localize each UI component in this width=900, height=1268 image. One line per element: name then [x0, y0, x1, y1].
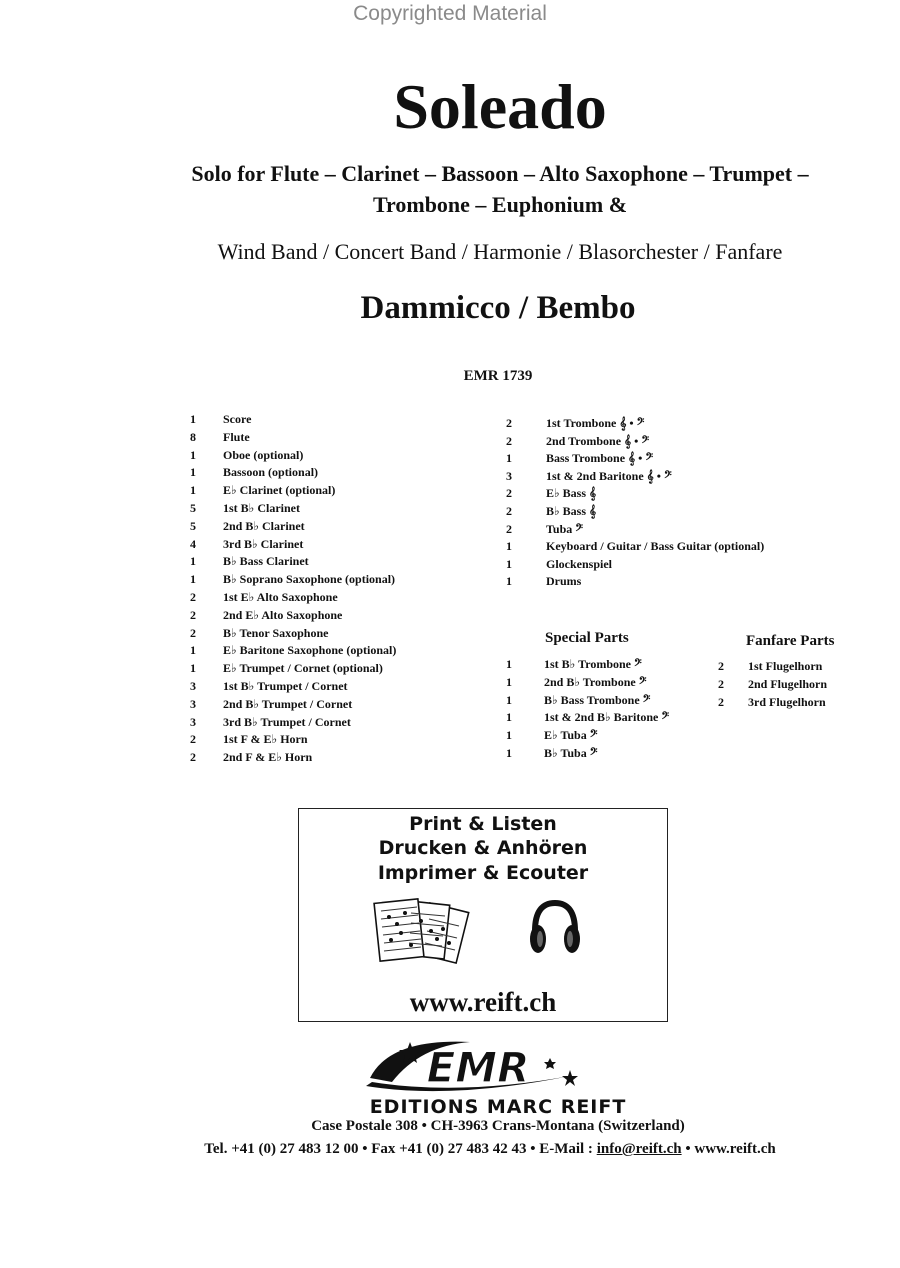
part-name: Drums — [546, 574, 582, 589]
part-name: 1st & 2nd B♭ Baritone 𝄢 — [544, 710, 670, 725]
part-quantity: 5 — [190, 501, 196, 515]
part-quantity: 2 — [190, 750, 196, 765]
part-quantity: 1 — [506, 728, 512, 743]
part-name: 2nd B♭ Trumpet / Cornet — [223, 696, 353, 711]
part-name: 1st B♭ Trumpet / Cornet — [223, 679, 348, 693]
part-quantity: 3 — [190, 696, 196, 711]
part-name: B♭ Tenor Saxophone — [223, 625, 329, 640]
part-quantity: 1 — [190, 554, 196, 569]
contact-phone-fax: Tel. +41 (0) 27 483 12 00 • Fax +41 (0) 27 483 42 43 • E-Mail : — [204, 1141, 597, 1157]
part-quantity: 3 — [506, 468, 512, 483]
part-quantity: 8 — [190, 429, 196, 444]
part-name: E♭ Baritone Saxophone (optional) — [223, 643, 397, 658]
part-quantity: 1 — [190, 643, 196, 658]
composer: Dammicco / Bembo — [360, 290, 636, 326]
part-quantity: 2 — [506, 486, 512, 501]
part-quantity: 2 — [506, 521, 512, 536]
part-quantity: 2 — [190, 625, 196, 640]
part-quantity: 2 — [506, 504, 512, 518]
part-quantity: 3 — [190, 679, 196, 693]
contact-website: • www.reift.ch — [681, 1141, 776, 1157]
part-quantity: 1 — [506, 710, 512, 725]
part-quantity: 5 — [190, 518, 196, 533]
part-name: 1st E♭ Alto Saxophone — [223, 590, 338, 604]
fanfare-parts-heading: Fanfare Parts — [746, 633, 835, 649]
part-name: 2nd F & E♭ Horn — [223, 750, 313, 765]
band-types: Wind Band / Concert Band / Harmonie / Blasorchester / Fanfare — [217, 239, 783, 264]
part-name: Keyboard / Guitar / Bass Guitar (optional) — [546, 539, 765, 554]
part-quantity: 1 — [506, 746, 512, 760]
catalog-code: EMR 1739 — [463, 368, 533, 384]
emr-logo — [300, 1038, 660, 1098]
part-quantity: 2 — [506, 433, 512, 448]
part-quantity: 2 — [718, 694, 724, 709]
part-name: 3rd B♭ Trumpet / Cornet — [223, 714, 351, 729]
part-name: B♭ Bass 𝄞 — [546, 504, 597, 518]
parts-list-left — [190, 412, 480, 772]
subtitle — [150, 158, 850, 220]
part-name: Score — [223, 412, 252, 426]
part-name: Bass Trombone 𝄞 • 𝄢 — [546, 451, 654, 466]
headphones-icon — [527, 897, 583, 959]
part-name: Tuba 𝄢 — [546, 521, 583, 536]
subtitle-line-2: Trombone – Euphonium & — [372, 192, 628, 217]
part-quantity: 1 — [506, 556, 512, 571]
part-name: 3rd Flugelhorn — [748, 694, 826, 709]
part-quantity: 2 — [190, 607, 196, 622]
emr-logo-text: EMR — [426, 1043, 530, 1092]
part-quantity: 1 — [190, 412, 196, 426]
part-quantity: 4 — [190, 536, 196, 551]
copyright-watermark: Copyrighted Material — [353, 2, 547, 25]
part-quantity: 2 — [190, 732, 196, 747]
part-name: 1st B♭ Trombone 𝄢 — [544, 657, 642, 671]
part-name: Flute — [223, 429, 250, 444]
page-title: Soleado — [393, 71, 607, 142]
part-name: E♭ Trumpet / Cornet (optional) — [223, 661, 383, 676]
subtitle-line-1: Solo for Flute – Clarinet – Bassoon – Alto Saxophone – Trumpet – — [191, 161, 809, 186]
part-name: 2nd B♭ Clarinet — [223, 518, 305, 533]
part-quantity: 1 — [190, 483, 196, 498]
special-parts-heading: Special Parts — [545, 630, 629, 646]
part-name: 1st Trombone 𝄞 • 𝄢 — [546, 416, 645, 430]
part-quantity: 1 — [506, 451, 512, 466]
part-name: E♭ Tuba 𝄢 — [544, 728, 598, 743]
fanfare-parts-list — [718, 659, 848, 719]
sheet-music-icon — [371, 893, 475, 973]
part-name: 1st & 2nd Baritone 𝄞 • 𝄢 — [546, 468, 672, 483]
part-quantity: 1 — [506, 657, 512, 671]
part-name: Glockenspiel — [546, 556, 613, 571]
special-parts-list — [506, 657, 706, 767]
part-quantity: 1 — [506, 574, 512, 589]
part-quantity: 1 — [190, 661, 196, 676]
parts-list-middle — [506, 416, 826, 596]
part-quantity: 2 — [506, 416, 512, 430]
print-listen-line-1: Print & Listen — [409, 813, 557, 835]
part-quantity: 1 — [506, 692, 512, 707]
part-name: 1st Flugelhorn — [748, 659, 823, 673]
part-name: 2nd Flugelhorn — [748, 676, 828, 691]
part-quantity: 2 — [190, 590, 196, 604]
publisher-contact — [0, 1141, 900, 1158]
website-link[interactable]: www.reift.ch — [409, 987, 557, 1017]
part-name: 2nd E♭ Alto Saxophone — [223, 607, 343, 622]
part-quantity: 1 — [190, 465, 196, 480]
part-name: 1st F & E♭ Horn — [223, 732, 308, 747]
part-quantity: 1 — [506, 674, 512, 689]
part-quantity: 1 — [506, 539, 512, 554]
email-link[interactable]: info@reift.ch — [596, 1141, 682, 1157]
part-name: 2nd B♭ Trombone 𝄢 — [544, 674, 647, 689]
part-name: 1st B♭ Clarinet — [223, 501, 300, 515]
part-name: B♭ Bass Trombone 𝄢 — [544, 692, 651, 707]
print-listen-line-2: Drucken & Anhören — [378, 837, 588, 859]
part-name: 3rd B♭ Clarinet — [223, 536, 304, 551]
part-name: 2nd Trombone 𝄞 • 𝄢 — [546, 433, 650, 448]
part-name: B♭ Tuba 𝄢 — [544, 746, 598, 760]
part-quantity: 2 — [718, 676, 724, 691]
part-name: E♭ Bass 𝄞 — [546, 486, 597, 501]
publisher-address: Case Postale 308 • CH-3963 Crans-Montana (Switzerland) — [311, 1118, 685, 1134]
part-name: B♭ Bass Clarinet — [223, 554, 309, 569]
part-name: Oboe (optional) — [223, 447, 304, 462]
part-quantity: 1 — [190, 572, 196, 587]
publisher-name: EDITIONS MARC REIFT — [369, 1096, 627, 1118]
part-name: E♭ Clarinet (optional) — [223, 483, 336, 498]
part-quantity: 3 — [190, 714, 196, 729]
part-name: B♭ Soprano Saxophone (optional) — [223, 572, 396, 587]
print-listen-box — [298, 808, 668, 1022]
part-quantity: 2 — [718, 659, 724, 673]
part-name: Bassoon (optional) — [223, 465, 319, 480]
part-quantity: 1 — [190, 447, 196, 462]
print-listen-line-3: Imprimer & Ecouter — [377, 862, 589, 884]
